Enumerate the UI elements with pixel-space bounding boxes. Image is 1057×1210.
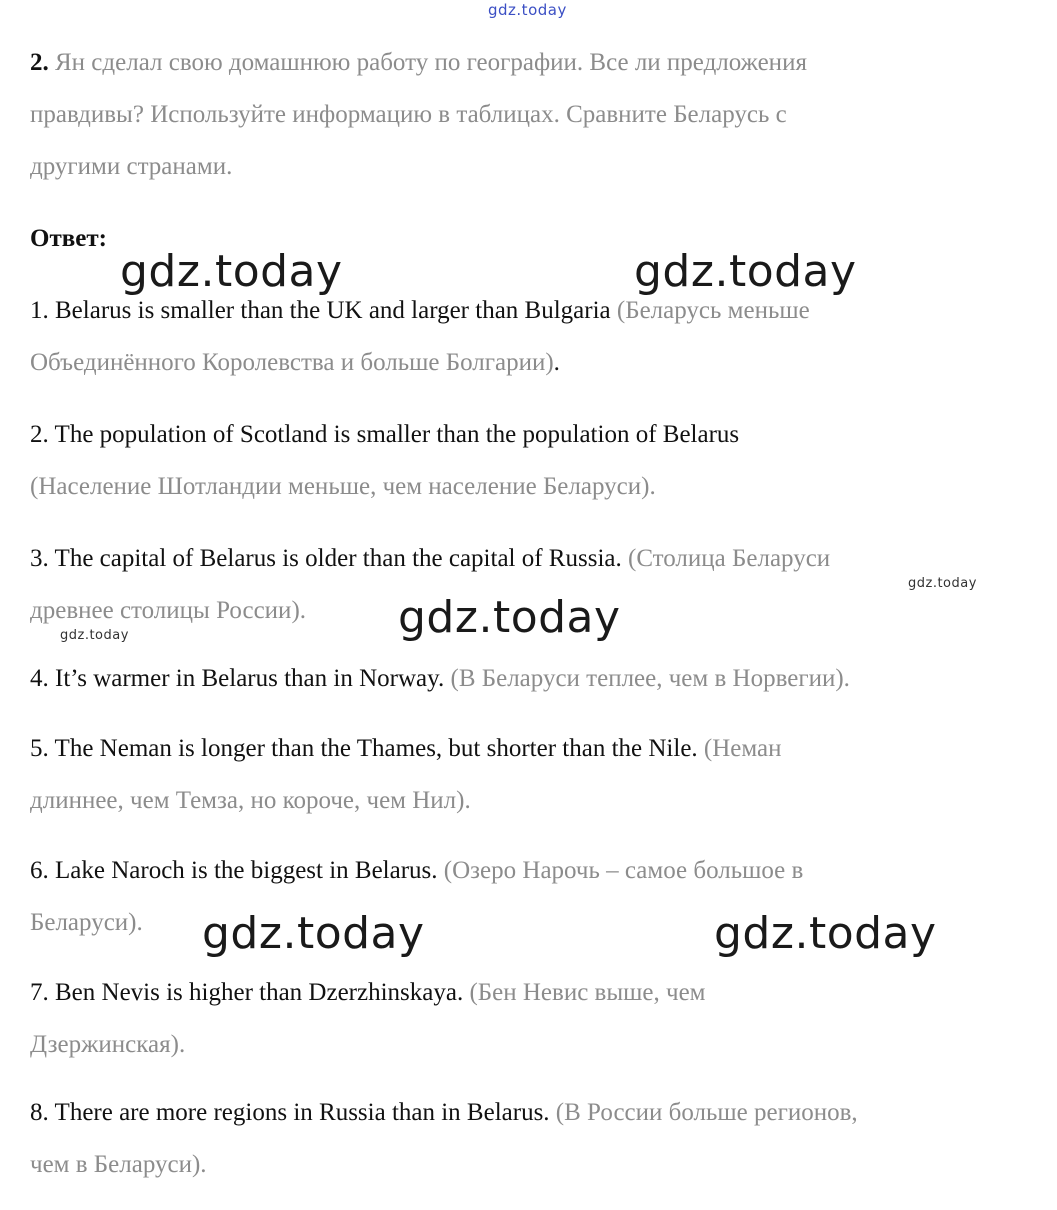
answer-4-ru-1: (В Беларуси теплее, чем в Норвегии).: [450, 665, 850, 692]
answer-1-ru-2: Объединённого Королевства и больше Болгарии): [30, 349, 554, 376]
answer-6-ru-2: Беларуси).: [30, 909, 143, 936]
task-line-1: [30, 48, 807, 78]
watermark-1: gdz.today: [120, 246, 343, 297]
answer-1-en: 1. Belarus is smaller than the UK and larger than Bulgaria: [30, 297, 617, 324]
task-line-3: другими странами.: [30, 153, 233, 180]
answer-7-ru-1: (Бен Невис выше, чем: [469, 979, 706, 1006]
answer-label: Ответ:: [30, 225, 107, 252]
watermark-top: gdz.today: [488, 1, 567, 19]
answer-5-ru-1: (Неман: [703, 735, 782, 762]
answer-5-ru-2: длиннее, чем Темза, но короче, чем Нил).: [30, 787, 471, 814]
answer-7-en: 7. Ben Nevis is higher than Dzerzhinskaya.: [30, 979, 470, 1006]
watermark-small-2: gdz.today: [60, 628, 129, 643]
answer-8-ru-2: чем в Беларуси).: [30, 1151, 207, 1178]
answer-3-line-1: [30, 544, 830, 574]
watermark-2: gdz.today: [634, 246, 857, 297]
watermark-5: gdz.today: [714, 908, 937, 959]
answer-1-tail: .: [553, 349, 560, 376]
answer-1-line-1: [30, 296, 810, 326]
answer-3-ru-2: древнее столицы России).: [30, 597, 307, 624]
answer-4-en: 4. It’s warmer in Belarus than in Norway.: [30, 665, 451, 692]
answer-8-ru-1: (В России больше регионов,: [555, 1099, 858, 1126]
answer-6-line-1: [30, 856, 803, 886]
answer-6-en: 6. Lake Naroch is the biggest in Belarus.: [30, 857, 444, 884]
answer-8-line-1: [30, 1098, 858, 1128]
answer-1-line-2: [30, 348, 560, 378]
answer-1-ru-1: (Беларусь меньше: [616, 297, 810, 324]
answer-3-ru-1: (Столица Беларуси: [628, 545, 831, 572]
answer-7-line-1: [30, 978, 706, 1008]
answer-2-en: 2. The population of Scotland is smaller than the population of Belarus: [30, 421, 740, 448]
answer-2-ru-2: (Население Шотландии меньше, чем население Беларуси).: [30, 473, 656, 500]
answer-3-en: 3. The capital of Belarus is older than the capital of Russia.: [30, 545, 628, 572]
watermark-3: gdz.today: [398, 592, 621, 643]
task-text-1: Ян сделал свою домашнюю работу по географии. Все ли предложения: [55, 49, 807, 76]
answer-4-line-1: [30, 664, 850, 694]
task-number: 2.: [30, 49, 49, 76]
task-line-2: правдивы? Используйте информацию в таблицах. Сравните Беларусь с: [30, 101, 787, 128]
watermark-4: gdz.today: [202, 908, 425, 959]
answer-6-ru-1: (Озеро Нарочь – самое большое в: [443, 857, 804, 884]
answer-5-en: 5. The Neman is longer than the Thames, but shorter than the Nile.: [30, 735, 704, 762]
answer-5-line-1: [30, 734, 782, 764]
watermark-small-1: gdz.today: [908, 576, 977, 591]
answer-7-ru-2: Дзержинская).: [30, 1031, 186, 1058]
answer-8-en: 8. There are more regions in Russia than in Belarus.: [30, 1099, 556, 1126]
